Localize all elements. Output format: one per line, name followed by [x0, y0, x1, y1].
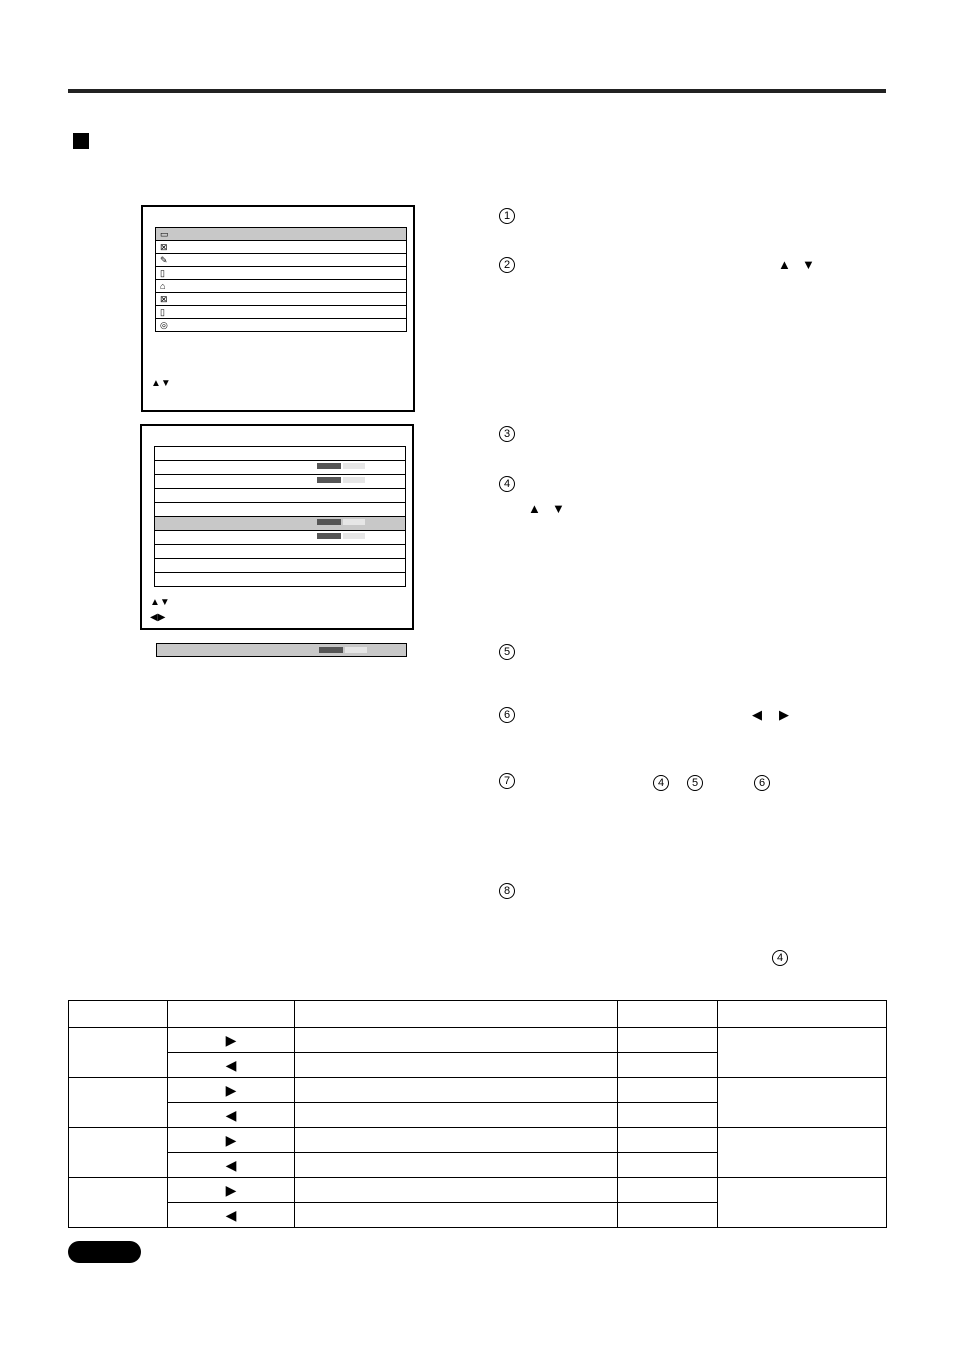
up-down-arrows-icon: ▲▼ [150, 597, 170, 608]
range-cell [718, 1028, 887, 1078]
step-7-marker: 7 [499, 773, 515, 789]
table-cell [295, 1128, 618, 1153]
range-cell [718, 1128, 887, 1178]
table-cell [295, 1103, 618, 1128]
right-arrow-icon: ▶ [168, 1128, 295, 1153]
table-row [69, 1178, 887, 1203]
level-bar [317, 463, 365, 469]
picture-row[interactable] [154, 572, 406, 587]
menu-item-option[interactable] [155, 279, 407, 293]
table-cell [618, 1028, 718, 1053]
individual-adjustment-bar[interactable] [156, 643, 407, 657]
left-arrow-icon: ◀ [168, 1053, 295, 1078]
picture-menu-screen [140, 424, 414, 630]
step-3-marker: 3 [499, 426, 515, 442]
table-cell [618, 1203, 718, 1228]
right-arrow-icon: ▶ [168, 1078, 295, 1103]
table-row [69, 1078, 887, 1103]
level-bar [317, 519, 365, 525]
table-cell [295, 1078, 618, 1103]
section-square-icon [73, 133, 89, 149]
language-icon: ▯ [160, 268, 165, 278]
level-bar [319, 647, 367, 653]
up-arrow-icon: ▲ [778, 257, 791, 272]
right-arrow-icon: ▶ [168, 1178, 295, 1203]
range-cell [718, 1078, 887, 1128]
advanced-icon: ✎ [160, 255, 168, 265]
range-cell [718, 1178, 887, 1228]
level-bar [317, 477, 365, 483]
down-arrow-icon: ▼ [802, 257, 815, 272]
up-arrow-icon: ▲ [528, 501, 541, 516]
item-cell [69, 1178, 168, 1228]
menu-item-network[interactable] [155, 305, 407, 319]
menu-item-picture[interactable] [155, 227, 407, 241]
table-cell [618, 1178, 718, 1203]
step-8-marker: 8 [499, 883, 515, 899]
position-icon: ⊠ [160, 242, 168, 252]
left-arrow-icon: ◀ [168, 1203, 295, 1228]
security-icon: ⊠ [160, 294, 168, 304]
step-4-reference: 4 [653, 775, 669, 791]
left-arrow-icon: ◀ [168, 1103, 295, 1128]
header-cell [718, 1001, 887, 1028]
step-1-marker: 1 [499, 208, 515, 224]
picture-icon: ▭ [160, 229, 169, 239]
table-header-row [69, 1001, 887, 1028]
picture-row[interactable] [154, 558, 406, 573]
note-badge [68, 1241, 141, 1263]
table-row [69, 1028, 887, 1053]
menu-item-language[interactable] [155, 266, 407, 280]
network-icon: ▯ [160, 307, 165, 317]
step-5-marker: 5 [499, 644, 515, 660]
step-2-marker: 2 [499, 257, 515, 273]
step-4-reference: 4 [772, 950, 788, 966]
left-right-arrows-icon: ◀▶ [150, 612, 166, 623]
table-cell [295, 1178, 618, 1203]
picture-row[interactable] [154, 544, 406, 559]
top-rule [68, 89, 886, 93]
left-arrow-icon: ◀ [168, 1153, 295, 1178]
header-cell [168, 1001, 295, 1028]
right-arrow-icon: ▶ [168, 1028, 295, 1053]
picture-row[interactable] [154, 446, 406, 461]
picture-row-selected[interactable] [154, 516, 406, 531]
picture-row[interactable] [154, 460, 406, 475]
menu-item-security[interactable] [155, 292, 407, 306]
menu-item-position[interactable] [155, 240, 407, 254]
table-cell [618, 1053, 718, 1078]
menu-item-settings[interactable] [155, 318, 407, 332]
main-menu-screen [141, 205, 415, 412]
table-cell [618, 1078, 718, 1103]
table-cell [618, 1128, 718, 1153]
level-bar [317, 533, 365, 539]
table-cell [295, 1203, 618, 1228]
settings-table [68, 1000, 887, 1228]
picture-row[interactable] [154, 488, 406, 503]
header-cell [618, 1001, 718, 1028]
menu-item-advanced[interactable] [155, 253, 407, 267]
right-arrow-icon: ▶ [779, 707, 789, 722]
picture-row[interactable] [154, 502, 406, 517]
up-down-arrows-icon: ▲▼ [151, 378, 171, 389]
picture-row[interactable] [154, 530, 406, 545]
table-cell [618, 1153, 718, 1178]
table-cell [295, 1053, 618, 1078]
picture-row[interactable] [154, 474, 406, 489]
table-cell [295, 1028, 618, 1053]
settings-icon: ◎ [160, 320, 168, 330]
header-cell [69, 1001, 168, 1028]
step-6-reference: 6 [754, 775, 770, 791]
item-cell [69, 1128, 168, 1178]
item-cell [69, 1028, 168, 1078]
step-4-marker: 4 [499, 476, 515, 492]
item-cell [69, 1078, 168, 1128]
left-arrow-icon: ◀ [752, 707, 762, 722]
header-cell [295, 1001, 618, 1028]
step-6-marker: 6 [499, 707, 515, 723]
table-row [69, 1128, 887, 1153]
down-arrow-icon: ▼ [552, 501, 565, 516]
table-cell [295, 1153, 618, 1178]
table-cell [618, 1103, 718, 1128]
option-icon: ⌂ [160, 281, 166, 291]
step-5-reference: 5 [687, 775, 703, 791]
